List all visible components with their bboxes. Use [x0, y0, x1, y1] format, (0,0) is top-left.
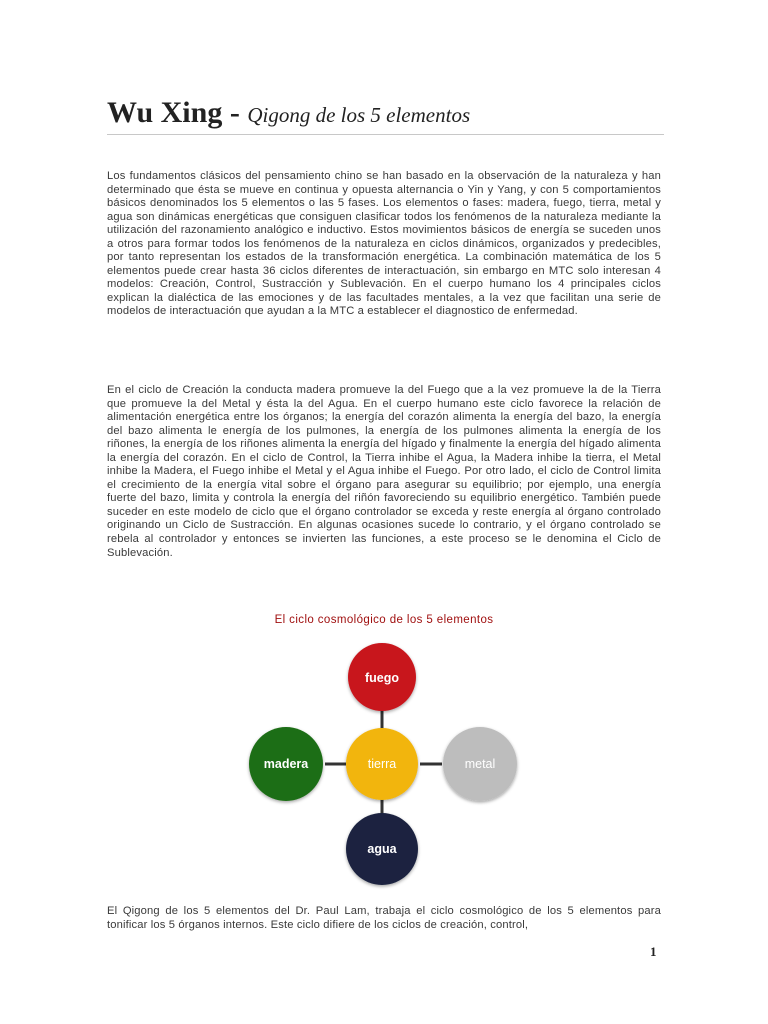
element-tierra — [346, 728, 418, 800]
element-agua — [346, 813, 418, 885]
madera-label: madera — [263, 757, 309, 771]
figure-caption: El ciclo cosmológico de los 5 elementos — [274, 614, 494, 626]
title-main: Wu Xing — [107, 96, 223, 129]
metal-label: metal — [464, 757, 496, 771]
element-madera — [249, 727, 323, 801]
title-separator: - — [222, 96, 248, 129]
page-title — [107, 96, 664, 135]
paragraph-ciclo-creacion: En el ciclo de Creación la conducta madera promueve la del Fuego que a la vez promueve la de la Tierra que promueve la del Metal y ésta la del Agua. En el cuerpo humano este ciclo favorece la relación de alimentación energética entre los órganos; la energía del corazón alimenta la energía del bazo, la energía del bazo alimenta le energía de los pulmones, la energía de los pulmones alimenta la energía de los riñones, la energía de los riñones alimenta la energía del hígado y finalmente la energía del hígado alimenta la energía del corazón. En el ciclo de Control, la Tierra inhibe el Agua, la Madera inhibe la tierra, el Metal inhibe la Madera, el Fuego inhibe el Metal y el Agua inhibe el Fuego. Por otro lado, el ciclo de Control limita el crecimiento de la energía vital sobre el órgano para asegurar su equilibrio; por ejemplo, una energía fuerte del bazo, limita y controla la energía del riñón favoreciendo su equilibrio energético. También puede suceder en este modelo de ciclo que el órgano controlador se exceda y reste energía al órgano controlado originando un Ciclo de Sustracción. En algunas ocasiones sucede lo contrario, y el órgano controlado se rebela al controlador y entonces se invierten las funciones, a este proceso se le denomina el Ciclo de Sublevación. — [107, 384, 661, 559]
title-subtitle: Qigong de los 5 elementos — [247, 103, 471, 127]
five-elements-diagram — [240, 636, 530, 892]
paragraph-fundamentos: Los fundamentos clásicos del pensamiento chino se han basado en la observación de la naturaleza y han determinado que ésta se mueve en continua y opuesta alternancia o Yin y Yang, y con 5 comportamientos básicos denominados los 5 elementos o las 5 fases. Los elementos o fases: madera, fuego, tierra, metal y agua son dinámicas energéticas que consiguen clasificar todos los fenómenos de la naturaleza mediante la utilización del razonamiento analógico e inductivo. Estos movimientos básicos de energía se suceden unos a otros para formar todos los fenómenos de la naturaleza en ciclos dinámicos, organizados y predecibles, por tanto representan los estados de la transformación energética. La combinación matemática de los 5 elementos puede crear hasta 36 ciclos diferentes de interactuación, sin embargo en MTC solo interesan 4 modelos: Creación, Control, Sustracción y Sublevación. En el cuerpo humano los 4 principales ciclos explican la dialéctica de las emociones y de las facultades mentales, a la vez que facilitan una serie de modelos de interactuación que ayudan a la MTC a establecer el diagnostico de enfermedad. — [107, 170, 661, 318]
page-number: 1 — [650, 944, 657, 959]
tierra-label: tierra — [367, 757, 397, 771]
element-metal — [443, 727, 517, 801]
agua-label: agua — [367, 842, 397, 856]
fuego-label: fuego — [364, 671, 400, 685]
paragraph-qigong-paul-lam: El Qigong de los 5 elementos del Dr. Paul Lam, trabaja el ciclo cosmológico de los 5 elementos para tonificar los 5 órganos internos. Este ciclo difiere de los ciclos de creación, control, — [107, 905, 661, 931]
element-fuego — [348, 643, 416, 711]
